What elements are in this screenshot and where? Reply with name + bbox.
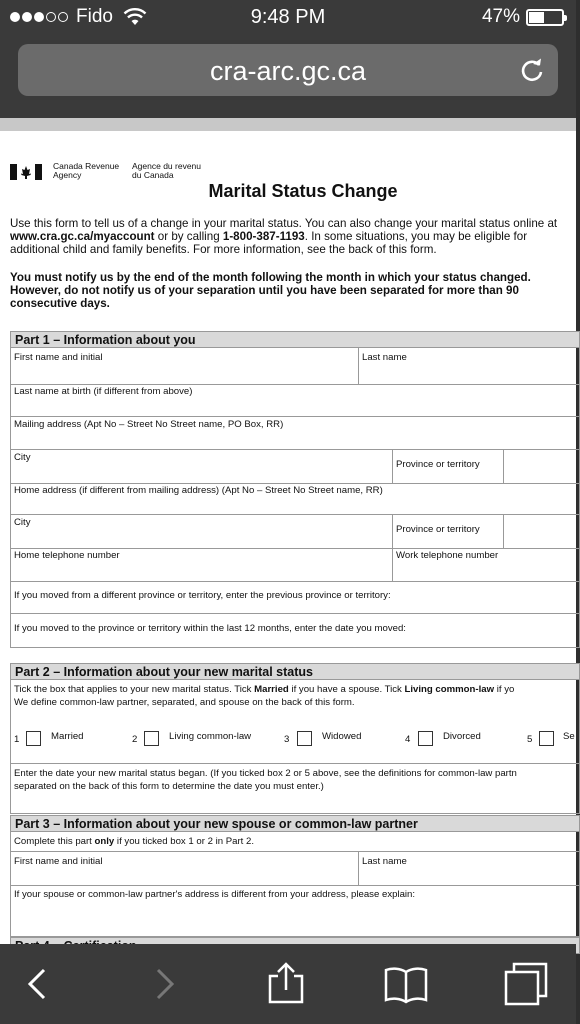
option-number: 1 <box>14 734 20 745</box>
home-phone-field[interactable]: Home telephone number <box>14 550 120 561</box>
last-name-birth-field[interactable]: Last name at birth (if different from above) <box>14 386 193 397</box>
divorced-checkbox[interactable] <box>418 731 433 746</box>
option-number: 4 <box>405 734 411 745</box>
status-date-field[interactable]: Enter the date your new marital status began. (If you ticked box 2 or 5 above, see the definitions for common-law partn <box>14 768 517 779</box>
battery-percent: 47% <box>481 6 520 27</box>
mailing-address-field[interactable]: Mailing address (Apt No – Street No Street name, PO Box, RR) <box>14 419 284 430</box>
option-label: Widowed <box>322 731 362 742</box>
reload-icon[interactable] <box>518 56 546 84</box>
home-address-field[interactable]: Home address (if different from mailing address) (Apt No – Street No Street name, RR) <box>14 485 383 496</box>
status-bar <box>0 0 576 36</box>
canada-flag-icon <box>10 164 42 180</box>
option-label: Se <box>563 731 575 742</box>
part3-instructions: Complete this part only if you ticked box 1 or 2 in Part 2. <box>14 836 254 847</box>
notice-text: You must notify us by the end of the month following the month in which your status changed. However, do not notify us of your separation until you have been separated for more than 90 consecutive days. <box>10 271 531 311</box>
common-law-checkbox[interactable] <box>144 731 159 746</box>
bookmarks-icon[interactable] <box>382 960 430 1008</box>
married-checkbox[interactable] <box>26 731 41 746</box>
option-number: 2 <box>132 734 138 745</box>
city-field[interactable]: City <box>14 452 31 463</box>
moved-province-field[interactable]: If you moved from a different province or territory, enter the previous province or territory: <box>14 590 391 601</box>
last-name-field[interactable]: Last name <box>362 352 407 363</box>
city-field-2[interactable]: City <box>14 517 31 528</box>
part1-heading: Part 1 – Information about you <box>10 331 580 348</box>
battery-status <box>482 6 564 28</box>
option-number: 3 <box>284 734 290 745</box>
phone-number[interactable]: 1-800-387-1193 <box>222 230 305 244</box>
status-date-field-2: separated on the back of this form to determine the date you must enter.) <box>14 781 324 792</box>
option-label: Married <box>51 731 84 742</box>
spouse-address-field[interactable]: If your spouse or common-law partner's address is different from your address, please explain: <box>14 889 416 900</box>
part3-heading: Part 3 – Information about your new spouse or common-law partner <box>10 815 580 832</box>
intro-text: or by calling <box>154 230 223 244</box>
browser-toolbar <box>0 944 576 1024</box>
browser-address-area <box>0 36 576 118</box>
agency-name-fr: Agence du revenu du Canada <box>132 161 201 180</box>
forward-icon[interactable] <box>140 960 188 1008</box>
part2-instructions-2: We define common-law partner, separated, and spouse on the back of this form. <box>14 697 355 708</box>
option-number: 5 <box>527 734 533 745</box>
form-document <box>0 131 576 944</box>
widowed-checkbox[interactable] <box>297 731 312 746</box>
work-phone-field[interactable]: Work telephone number <box>396 550 499 561</box>
battery-icon <box>526 9 564 26</box>
intro-text: . In some situations, you may be eligible for additional child and family benefits. For more information, see the back of this form. <box>10 230 528 257</box>
myaccount-link[interactable]: www.cra.gc.ca/myaccount <box>10 230 155 244</box>
address-bar[interactable] <box>18 44 558 96</box>
form-title: Marital Status Change <box>208 181 398 201</box>
province-field-2[interactable]: Province or territory <box>396 524 480 535</box>
first-name-field[interactable]: First name and initial <box>14 352 103 363</box>
spouse-last-name-field[interactable]: Last name <box>362 856 407 867</box>
tabs-icon[interactable] <box>502 960 550 1008</box>
carrier-name: Fido <box>76 6 113 27</box>
clock: 9:48 PM <box>250 6 326 28</box>
option-label: Living common-law <box>169 731 252 742</box>
spouse-first-name-field[interactable]: First name and initial <box>14 856 103 867</box>
share-icon[interactable] <box>262 960 310 1008</box>
separated-checkbox[interactable] <box>539 731 554 746</box>
part2-instructions: Tick the box that applies to your new marital status. Tick Married if you have a spouse. Tick Living common-law if yo <box>14 684 515 695</box>
url-text[interactable]: cra-arc.gc.ca <box>209 56 367 86</box>
option-label: Divorced <box>443 731 481 742</box>
moved-date-field[interactable]: If you moved to the province or territory within the last 12 months, enter the date you moved: <box>14 623 406 634</box>
back-icon[interactable] <box>14 960 62 1008</box>
agency-name-en: Canada Revenue Agency <box>53 161 120 180</box>
province-field[interactable]: Province or territory <box>396 459 480 470</box>
page-top-margin <box>0 118 576 131</box>
form-intro <box>10 217 572 257</box>
intro-text: Use this form to tell us of a change in your marital status. You can also change your marital status online at <box>10 217 558 230</box>
part2-heading: Part 2 – Information about your new marital status <box>10 663 580 680</box>
